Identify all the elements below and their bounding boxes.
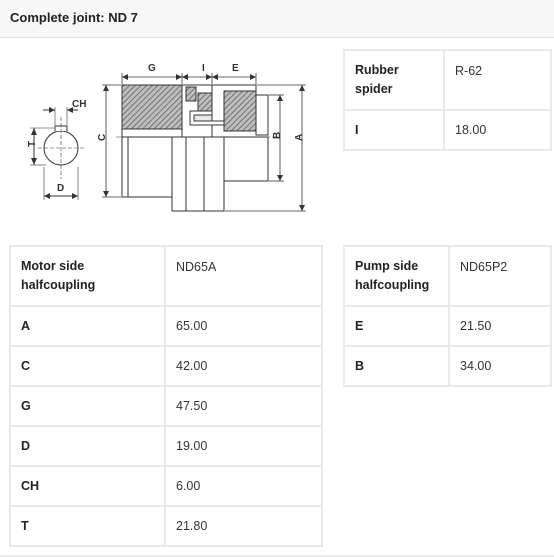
table-row xyxy=(10,306,322,346)
table-row xyxy=(344,246,551,306)
dim-d-key: D xyxy=(10,426,165,466)
label-i: I xyxy=(202,63,205,74)
dim-g-value: 47.50 xyxy=(165,386,322,426)
dim-ch-value: 6.00 xyxy=(165,466,322,506)
rubber-spider-key: Rubber spider xyxy=(344,50,444,110)
table-row xyxy=(10,246,322,306)
coupling-side-view xyxy=(122,85,268,211)
coupling-diagram xyxy=(18,55,318,220)
table-row xyxy=(344,50,551,110)
label-ch: CH xyxy=(72,99,87,110)
table-row xyxy=(344,110,551,150)
label-g: G xyxy=(148,63,156,74)
pump-side-key: Pump side halfcoupling xyxy=(344,246,449,306)
table-row xyxy=(10,346,322,386)
table-row xyxy=(10,426,322,466)
motor-side-value: ND65A xyxy=(165,246,322,306)
table-row xyxy=(10,466,322,506)
dim-t-key: T xyxy=(10,506,165,546)
dim-b-key: B xyxy=(344,346,449,386)
motor-side-table xyxy=(9,245,323,547)
label-c: C xyxy=(97,133,108,141)
dim-i-value: 18.00 xyxy=(444,110,551,150)
dim-t-value: 21.80 xyxy=(165,506,322,546)
dim-d-value: 19.00 xyxy=(165,426,322,466)
table-row xyxy=(10,386,322,426)
table-row xyxy=(344,346,551,386)
label-e: E xyxy=(232,63,239,74)
label-a: A xyxy=(294,133,305,141)
page-title: Complete joint: ND 7 xyxy=(10,10,138,25)
dim-b-value: 34.00 xyxy=(449,346,551,386)
label-d: D xyxy=(57,183,65,194)
dim-e-key: E xyxy=(344,306,449,346)
dim-a-key: A xyxy=(10,306,165,346)
dim-c-value: 42.00 xyxy=(165,346,322,386)
table-row xyxy=(344,306,551,346)
dim-i-key: I xyxy=(344,110,444,150)
table-row xyxy=(10,506,322,546)
label-t: T xyxy=(27,140,38,147)
dim-g-key: G xyxy=(10,386,165,426)
page-header xyxy=(0,0,554,38)
dim-e-value: 21.50 xyxy=(449,306,551,346)
dim-a-value: 65.00 xyxy=(165,306,322,346)
label-b: B xyxy=(272,131,283,139)
pump-side-table xyxy=(343,245,552,387)
pump-side-value: ND65P2 xyxy=(449,246,551,306)
dim-c-key: C xyxy=(10,346,165,386)
dim-ch-key: CH xyxy=(10,466,165,506)
motor-side-key: Motor side halfcoupling xyxy=(10,246,165,306)
rubber-spider-value: R-62 xyxy=(444,50,551,110)
rubber-spider-table xyxy=(343,49,552,151)
